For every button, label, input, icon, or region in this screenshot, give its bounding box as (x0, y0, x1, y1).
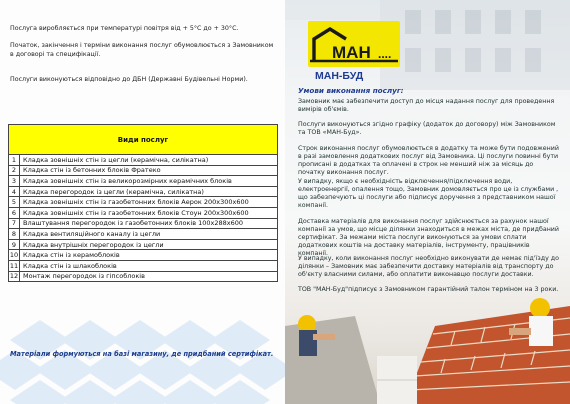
service-name: Кладка стін із шлакоблоків (20, 260, 278, 271)
table-row (9, 155, 278, 166)
standards-note: Послуги виконуються відповідно до ДБН (Державні Будівельні Норми). (10, 76, 248, 83)
service-name: Кладка перегородок із цегли (керамічна, силікатна) (20, 186, 278, 197)
condition-paragraph: У випадку, коли виконання послуг необхідно виконувати де немає під'їзду до ділянки – Замовник має забезпечити доставку матеріалів від транспорту до об'єкту власними силами, або оплатити виконавцю послуги доставки. (298, 255, 560, 278)
house-logo-icon (308, 21, 400, 67)
row-number: 4 (9, 186, 20, 197)
table-row (9, 186, 278, 197)
logo-text: МАН (332, 43, 371, 62)
row-number: 10 (9, 251, 19, 260)
terms-note: Початок, закінчення і терміни виконання послуг обумовлюється з Замовником в договорі та специфікації. (10, 42, 274, 59)
row-number: 9 (9, 239, 20, 250)
service-name: Кладка стін із бетонних блоків Фратеко (20, 165, 278, 176)
right-page (285, 0, 570, 404)
condition-paragraph: Замовник має забезпечити доступ до місця надання послуг для проведення вимірів об'ємів. (298, 98, 555, 113)
service-name: Кладка внутрішніх перегородок із цегли (20, 239, 278, 250)
table-row (9, 218, 278, 229)
warranty-note: ТОВ "МАН-Буд"підписує з Замовником гарантійний талон терміном на 3 роки. (298, 286, 559, 293)
row-number: 6 (9, 207, 20, 218)
row-number: 11 (9, 261, 19, 270)
service-name: Монтаж перегородок із гіпсоблоків (20, 271, 278, 282)
services-table-header: Види послуг (9, 125, 278, 155)
row-number: 8 (9, 229, 20, 240)
conditions-title: Умови виконання послуг: (298, 86, 404, 95)
condition-paragraph: Строк виконання послуг обумовлюється в додатку та може бути подовжений в разі замовлення додаткових послуг від Замовника. Ці послуги повинні бути прописані в додатках та оплачені в строк не менший ніж за місяць до початку виконання послуг. (298, 145, 559, 176)
company-logo (308, 21, 400, 67)
service-name: Кладка вентиляційного каналу із цегли (20, 229, 278, 240)
logo-dots: .... (378, 47, 392, 61)
table-row (9, 176, 278, 187)
table-row (9, 260, 278, 271)
temperature-note: Послуга виробляється при температурі повітря від + 5°С до + 30°С. (10, 25, 239, 32)
condition-paragraph: У випадку, якщо є необхідність відключення/підключення води, електроенергії, опалення тощо, Замовник домовляється про це із службами , що забезпечують ці послуги або підписує доручення з представником нашої компанії. (298, 178, 559, 209)
table-row (9, 250, 278, 261)
condition-paragraph: Доставка матеріалів для виконання послуг здійснюється за рахунок нашої компанії за умов, що місце ділянки знаходиться в межах міста, де придбаний сертифікат. За межами міста послуги виконуються за умови сплати додаткових коштів на доставку матеріалів, інструменту, працівників компанії. (298, 218, 559, 257)
row-number: 12 (9, 272, 19, 281)
table-row (9, 271, 278, 282)
table-row (9, 229, 278, 240)
bricklayers-photo (285, 296, 570, 404)
row-number: 5 (9, 197, 20, 208)
table-row (9, 165, 278, 176)
materials-footnote: Матеріали формуються на базі магазину, де придбаний сертифікат. (10, 350, 274, 358)
row-number: 1 (9, 155, 20, 166)
service-name: Кладка зовнішніх стін із цегли (керамічна, силікатна) (20, 155, 278, 166)
row-number: 3 (9, 176, 20, 187)
row-number: 2 (9, 165, 20, 176)
service-name: Кладка зовнішніх стін із великорозмірних керамічних блоків (20, 176, 278, 187)
service-name: Кладка стін із керамоблоків (20, 250, 278, 261)
table-row (9, 207, 278, 218)
table-row (9, 239, 278, 250)
service-name: Влаштування перегородок із газобетонних блоків 100х288х600 (20, 218, 278, 229)
row-number: 7 (9, 218, 20, 229)
service-name: Кладка зовнішніх стін із газобетонних блоків Аерок 200х300х600 (20, 197, 278, 208)
brand-name: МАН-БУД (315, 70, 364, 82)
table-row (9, 197, 278, 208)
service-name: Кладка зовнішніх стін із газобетонних блоків Стоун 200х300х600 (20, 207, 278, 218)
services-table (8, 124, 278, 282)
condition-paragraph: Послуги виконуються згідно графіку (додаток до договору) між Замовником та ТОВ «МАН-Буд». (298, 121, 556, 136)
